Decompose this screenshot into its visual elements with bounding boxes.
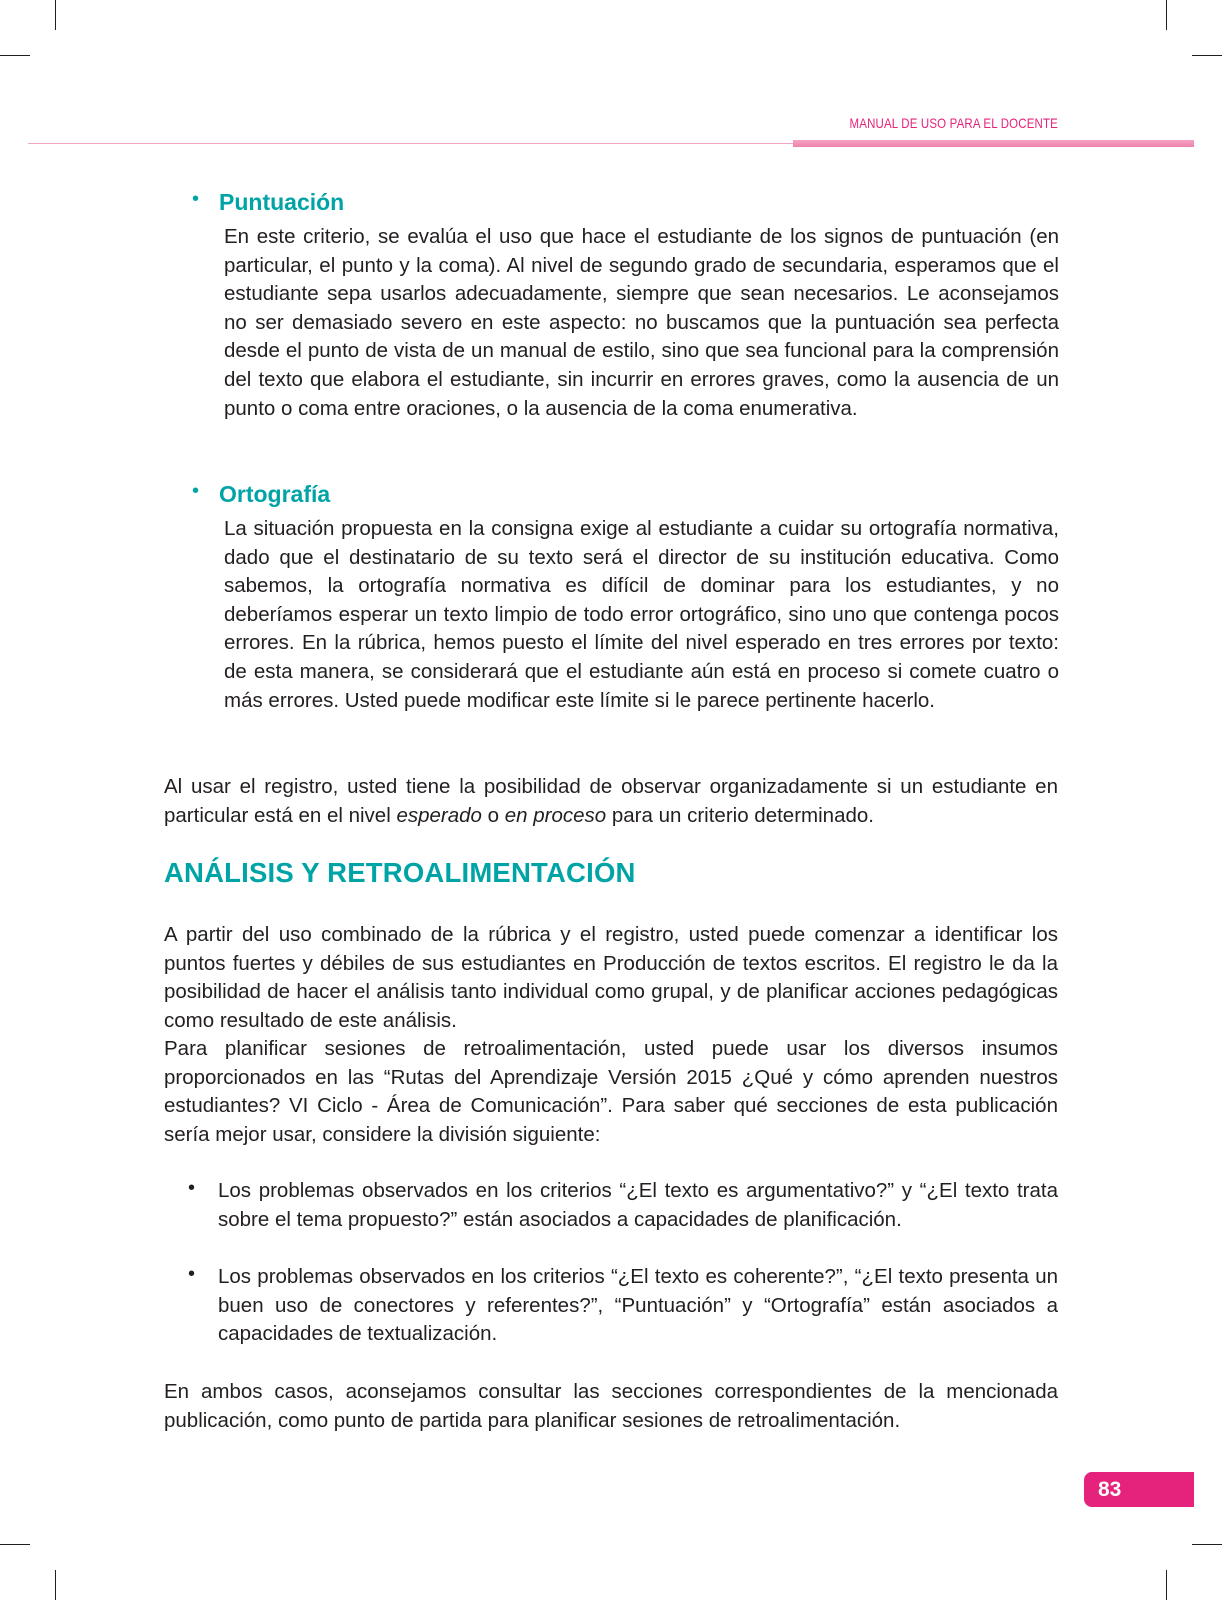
bullet: • xyxy=(188,1263,196,1285)
crop-mark xyxy=(1192,55,1222,56)
crop-mark xyxy=(0,55,30,56)
list-item-text: Los problemas observados en los criterios “¿El texto es argumentativo?” y “¿El texto trata sobre el tema propuesto?” están asociados a capacidades de planificación. xyxy=(218,1179,1058,1231)
crop-mark xyxy=(55,0,56,30)
criterion-heading: Ortografía xyxy=(219,481,331,507)
crop-mark xyxy=(1192,1544,1222,1545)
section-title: ANÁLISIS Y RETROALIMENTACIÓN xyxy=(164,857,636,888)
crop-mark xyxy=(0,1544,30,1545)
analysis-paragraph-1: A partir del uso combinado de la rúbrica y el registro, usted puede comenzar a identificar los puntos fuertes y débiles de sus estudiantes en Producción de textos escritos. El registro le da la posibilidad de hacer el análisis tanto individual como grupal, y de planificar acciones pedagógicas como resultado de este análisis. xyxy=(164,923,1058,1032)
criterion-text: La situación propuesta en la consigna exige al estudiante a cuidar su ortografía normativa, dado que el destinatario de su texto será el director de su institución educativa. Como sabemos, la ortografía normativa es difícil de dominar para los estudiantes, y no deberíamos esperar un texto limpio de todo error ortográfico, sino uno que contenga pocos errores. En la rúbrica, hemos puesto el límite del nivel esperado en tres errores por texto: de esta manera, se considerará que el estudiante aún está en proceso si comete cuatro o más errores. Usted puede modificar este límite si le parece pertinente hacerlo. xyxy=(224,517,1059,712)
text-run: o xyxy=(481,803,505,827)
crop-mark xyxy=(1166,0,1167,30)
emphasis-en-proceso: en proceso xyxy=(504,803,607,827)
page-number: 83 xyxy=(1098,1478,1122,1501)
bullet: • xyxy=(188,1177,196,1199)
list-item-text: Los problemas observados en los criterios “¿El texto es coherente?”, “¿El texto presenta un buen uso de conectores y referentes?”, “Puntuación” y “Ortografía” están asociados a capacidades de textualización. xyxy=(218,1265,1058,1346)
bullet: • xyxy=(192,480,200,502)
registro-paragraph xyxy=(164,773,1058,830)
header-accent-bar xyxy=(793,140,1194,147)
text-run: para un criterio determinado. xyxy=(606,803,874,827)
bullet: • xyxy=(192,188,200,210)
page-number-tab xyxy=(1084,1472,1194,1507)
analysis-paragraph-2: Para planificar sesiones de retroalimentación, usted puede usar los diversos insumos proporcionados en las “Rutas del Aprendizaje Versión 2015 ¿Qué y cómo aprenden nuestros estudiantes? VI Ciclo - Área de Comunicación”. Para saber qué secciones de esta publicación sería mejor usar, considere la división siguiente: xyxy=(164,1037,1058,1146)
crop-mark xyxy=(1166,1570,1167,1600)
criterion-text: En este criterio, se evalúa el uso que hace el estudiante de los signos de puntuación (en particular, el punto y la coma). Al nivel de segundo grado de secundaria, esperamos que el estudiante sepa usarlos adecuadamente, siempre que sean necesarios. Le aconsejamos no ser demasiado severo en este aspecto: no buscamos que la puntuación sea perfecta desde el punto de vista de un manual de estilo, sino que sea funcional para la comprensión del texto que elabora el estudiante, sin incurrir en errores graves, como la ausencia de un punto o coma entre oraciones, o la ausencia de la coma enumerativa. xyxy=(224,225,1059,420)
criterion-heading: Puntuación xyxy=(219,189,345,215)
emphasis-esperado: esperado xyxy=(396,803,482,827)
running-header: MANUAL DE USO PARA EL DOCENTE xyxy=(849,115,1058,131)
closing-paragraph: En ambos casos, aconsejamos consultar las secciones correspondientes de la mencionada publicación, como punto de partida para planificar sesiones de retroalimentación. xyxy=(164,1380,1058,1432)
text-run: Al usar el registro, usted tiene la posibilidad de observar organizadamente si un estudiante en particular está en el nivel xyxy=(164,775,1058,827)
crop-mark xyxy=(55,1570,56,1600)
